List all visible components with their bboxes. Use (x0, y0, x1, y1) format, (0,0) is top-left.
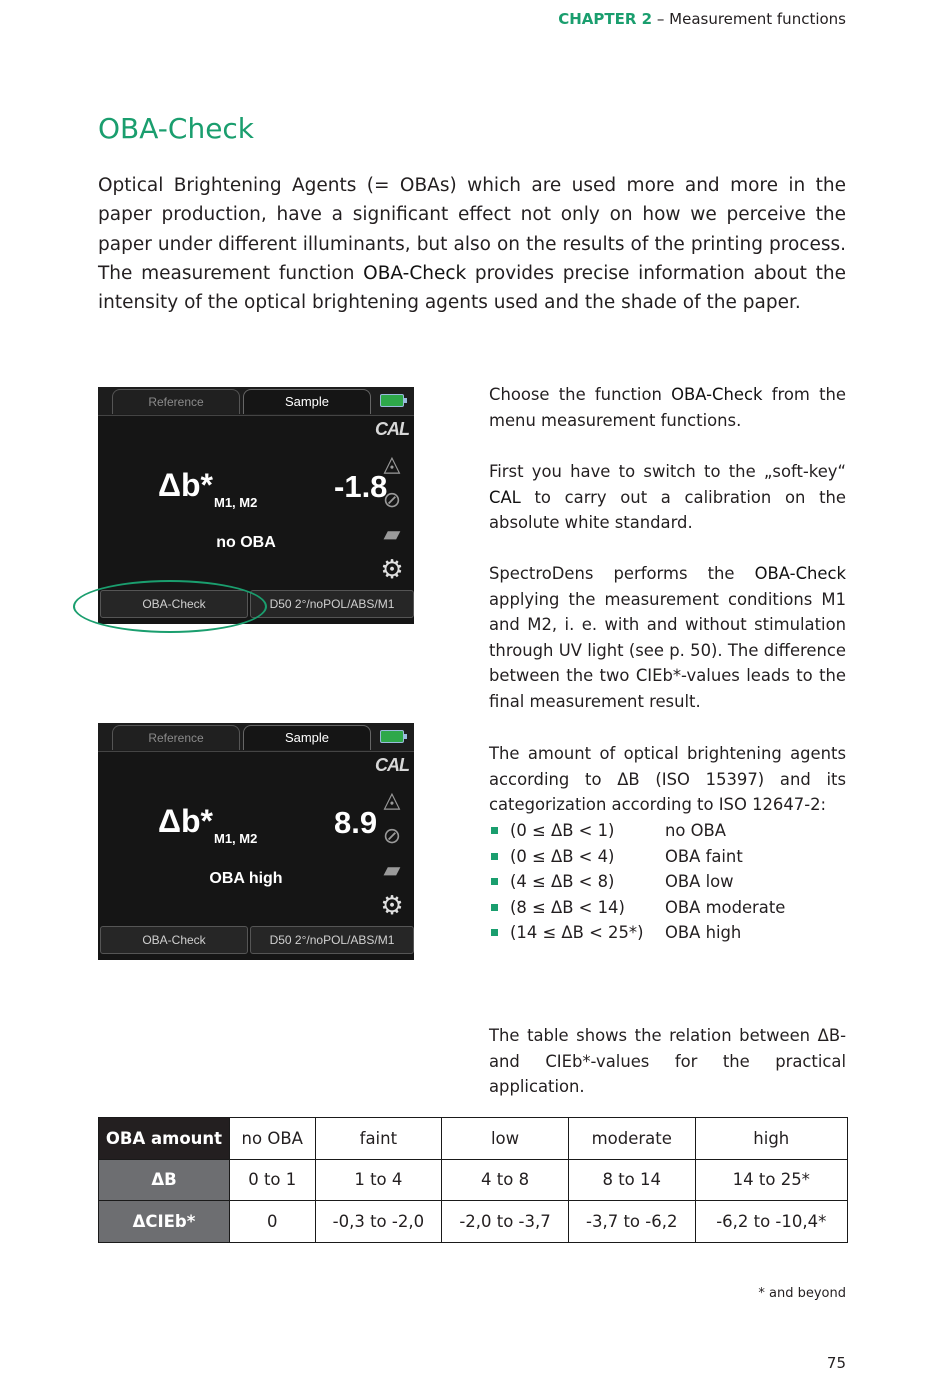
category-label: no OBA (665, 821, 726, 840)
printer-icon[interactable]: ▰ (383, 521, 401, 546)
table-cell: low (442, 1118, 569, 1160)
oba-status: OBA high (209, 870, 283, 887)
softkey-row (98, 926, 414, 956)
table-cell: high (695, 1118, 847, 1160)
table-row (99, 1159, 848, 1201)
list-item (489, 844, 849, 870)
softkey-conditions[interactable]: D50 2°/noPOL/ABS/M1 (250, 590, 414, 618)
chapter-label: CHAPTER 2 (558, 10, 653, 28)
delta-b-symbol: Δb* (158, 467, 213, 503)
tab-reference[interactable]: Reference (112, 725, 240, 750)
paragraph-calibration (489, 459, 846, 536)
tab-bar (98, 723, 414, 752)
measurement-readout (158, 803, 378, 853)
row-header: ΔB (99, 1159, 230, 1201)
triangle-icon[interactable]: ◬ (383, 787, 401, 812)
category-condition: (4 ≤ ΔB < 8) (510, 872, 615, 892)
page-title: OBA-Check (98, 112, 255, 145)
no-symbol-icon[interactable]: ⊘ (382, 823, 402, 848)
paragraph-categorization: The amount of optical brightening agents according to ΔB (ISO 15397) and its categorization according to ISO 12647-2: (489, 744, 846, 815)
p2-text-1: First you have to switch to the „soft-key“ (489, 462, 846, 481)
table-row (99, 1118, 848, 1160)
row-header: OBA amount (99, 1118, 230, 1160)
measurement-conditions: M1, M2 (214, 495, 258, 510)
bullet-icon (491, 929, 498, 936)
cal-icon[interactable]: CAL (375, 419, 409, 439)
tab-sample[interactable]: Sample (243, 389, 371, 414)
battery-icon (380, 394, 404, 407)
gear-icon[interactable]: ⚙ (380, 554, 404, 584)
delta-b-symbol: Δb* (158, 803, 213, 839)
category-condition: (0 ≤ ΔB < 1) (510, 821, 615, 840)
table-cell: moderate (568, 1118, 695, 1160)
table-cell: 14 to 25* (695, 1159, 847, 1201)
table-cell: -0,3 to -2,0 (315, 1201, 442, 1243)
category-condition: (0 ≤ ΔB < 4) (510, 846, 615, 866)
measurement-value: -1.8 (334, 469, 388, 504)
softkey-conditions[interactable]: D50 2°/noPOL/ABS/M1 (250, 926, 414, 954)
table-cell: -6,2 to -10,4* (695, 1201, 847, 1243)
device-screen-2 (98, 723, 414, 960)
oba-table (98, 1117, 848, 1243)
table-cell: -2,0 to -3,7 (442, 1201, 569, 1243)
intro-function-name: OBA-Check (363, 262, 467, 284)
p2-text-2: to carry out a calibration on the absolute white standard. (489, 487, 846, 533)
p3-text-2: applying the measurement conditions M1 and M2, i. e. with and without stimulation through UV light (see p. 50). The difference between the two CIEb*-values leads to the final measurement result. (489, 589, 846, 711)
header-separator: – (652, 10, 670, 28)
table-cell: no OBA (230, 1118, 316, 1160)
section-label: Measurement functions (669, 10, 846, 28)
list-item (489, 818, 849, 844)
paragraph-choose-function (489, 382, 846, 433)
measurement-readout (158, 467, 388, 517)
list-item (489, 869, 849, 895)
softkey-oba-check[interactable]: OBA-Check (100, 590, 248, 618)
category-condition: (14 ≤ ΔB < 25*) (510, 923, 644, 943)
icon-column (374, 753, 414, 925)
p3-function-name: OBA-Check (754, 564, 846, 583)
p3-text-1: SpectroDens performs the (489, 564, 755, 583)
oba-status: no OBA (216, 534, 276, 551)
no-symbol-icon[interactable]: ⊘ (382, 487, 402, 512)
bullet-icon (491, 878, 498, 885)
table-cell: -3,7 to -6,2 (568, 1201, 695, 1243)
category-label: OBA moderate (665, 897, 786, 917)
list-item (489, 895, 849, 921)
softkey-oba-check[interactable]: OBA-Check (100, 926, 248, 954)
table-cell: 0 to 1 (230, 1159, 316, 1201)
table-cell: faint (315, 1118, 442, 1160)
intro-paragraph (98, 171, 846, 317)
category-label: OBA low (665, 872, 734, 892)
tab-sample[interactable]: Sample (243, 725, 371, 750)
triangle-icon[interactable]: ◬ (383, 451, 401, 476)
battery-icon (380, 730, 404, 743)
p1-text-2: from the menu measurement functions. (489, 385, 846, 430)
p1-function-name: OBA-Check (671, 385, 763, 404)
bullet-icon (491, 827, 498, 834)
p1-text-1: Choose the function (489, 385, 672, 404)
category-condition: (8 ≤ ΔB < 14) (510, 897, 625, 917)
category-list (489, 818, 849, 946)
intro-text-2: provides precise information about the intensity of the optical brightening agents used and the shade of the paper. (98, 262, 846, 314)
category-label: OBA faint (665, 846, 743, 866)
p2-softkey-name: CAL (489, 487, 521, 507)
bullet-icon (491, 904, 498, 911)
cal-icon[interactable]: CAL (375, 755, 409, 775)
printer-icon[interactable]: ▰ (383, 857, 401, 882)
measurement-value: 8.9 (334, 805, 378, 840)
paragraph-measurement (489, 561, 846, 715)
highlight-ellipse (73, 580, 267, 633)
table-cell: 0 (230, 1201, 316, 1243)
row-header: ΔCIEb* (99, 1201, 230, 1243)
footnote: * and beyond (758, 1286, 846, 1301)
table-row (99, 1201, 848, 1243)
category-label: OBA high (665, 923, 742, 943)
list-item (489, 920, 849, 946)
intro-text-1: Optical Brightening Agents (= OBAs) which are used more and more in the paper production, have a significant effect not only on how we perceive the paper under different illuminants, but also on the results of the printing process. The measurement function (98, 175, 846, 284)
paragraph-table-intro: The table shows the relation between ΔB- and CIEb*-values for the practical application. (489, 1026, 846, 1097)
gear-icon[interactable]: ⚙ (380, 890, 404, 920)
measurement-conditions: M1, M2 (214, 831, 258, 846)
bullet-icon (491, 853, 498, 860)
tab-bar (98, 387, 414, 416)
tab-reference[interactable]: Reference (112, 389, 240, 414)
page-number: 75 (826, 1354, 846, 1372)
table-cell: 4 to 8 (442, 1159, 569, 1201)
table-cell: 1 to 4 (315, 1159, 442, 1201)
running-header (558, 10, 846, 28)
table-cell: 8 to 14 (568, 1159, 695, 1201)
